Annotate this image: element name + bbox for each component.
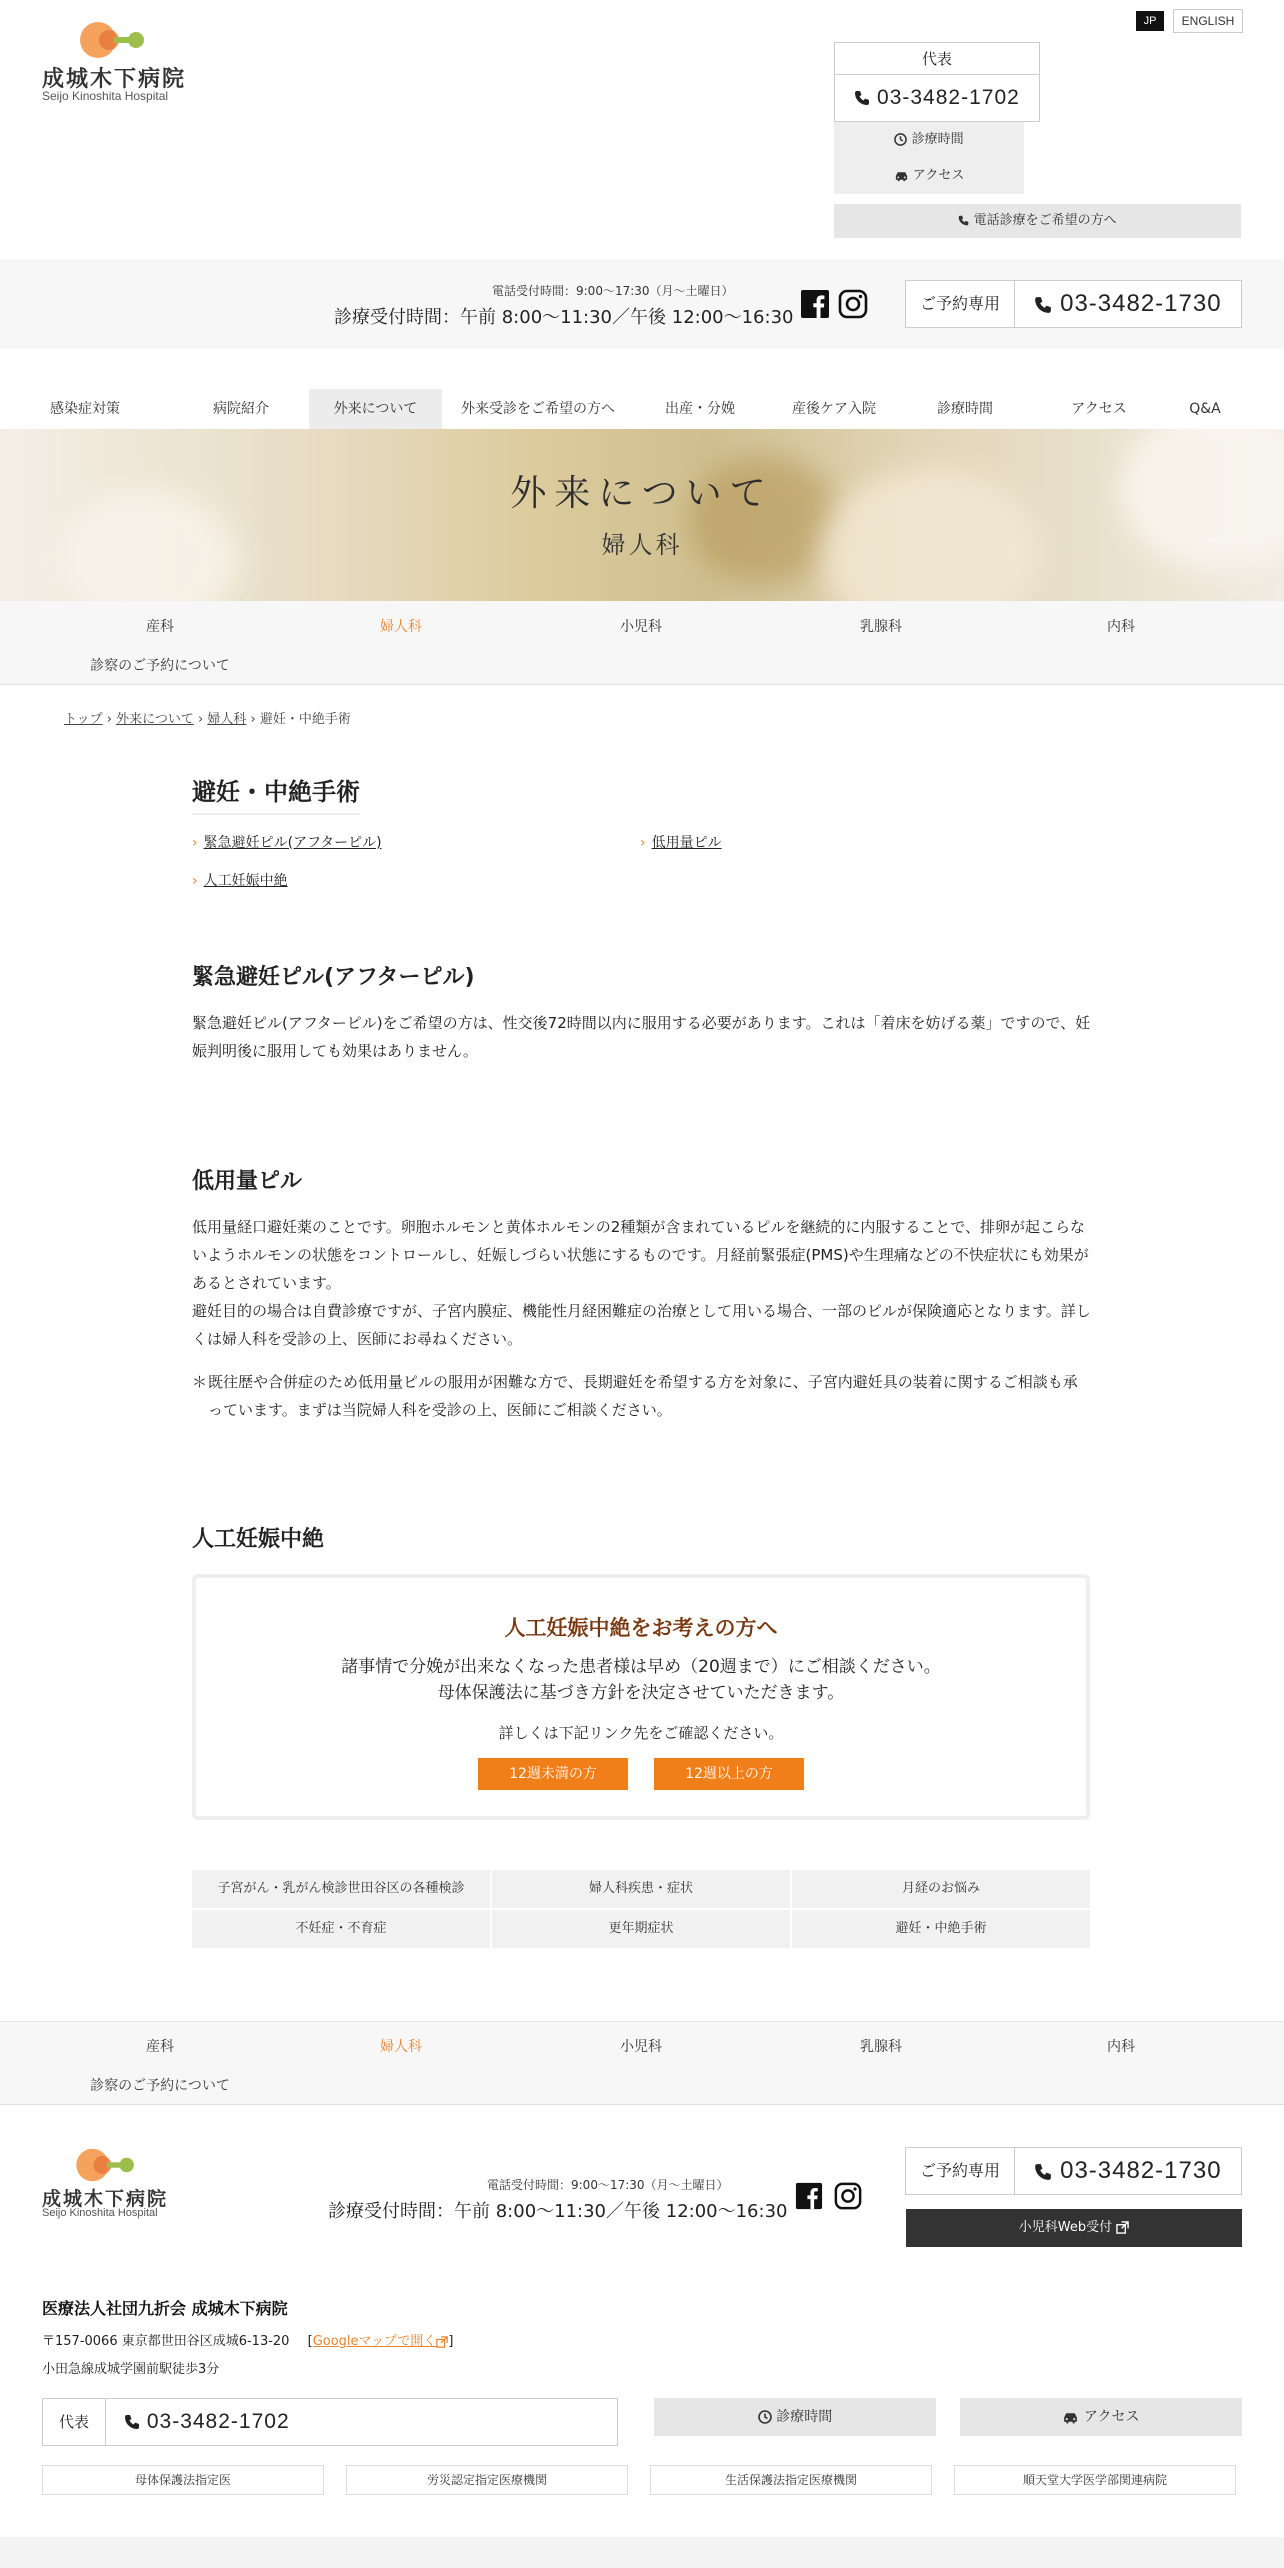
anchor-after-pill-label: 緊急避妊ピル(アフターピル) bbox=[203, 835, 382, 851]
footer-clinic-hours: 診療受付時間：午前 8:00～11:30／午後 12:00～16:30 bbox=[328, 2201, 788, 2222]
hours-button-label: 診療時間 bbox=[911, 132, 964, 147]
abortion-heading: 人工妊娠中絶 bbox=[192, 1527, 325, 1552]
map-bracket-open: [ bbox=[307, 2334, 313, 2349]
breadcrumb-gynecology[interactable]: 婦人科 bbox=[207, 712, 247, 727]
chevron-right-icon: › bbox=[192, 873, 198, 889]
nav-access[interactable]: アクセス bbox=[1071, 401, 1127, 417]
phone-icon bbox=[854, 90, 870, 106]
related-menstrual[interactable]: 月経のお悩み bbox=[792, 1870, 1090, 1908]
external-link-icon bbox=[436, 2336, 448, 2348]
footer-reservation-phone-number: 03-3482-1730 bbox=[1060, 2157, 1222, 2184]
chevron-right-icon: › bbox=[106, 712, 117, 727]
anchor-after-pill[interactable] bbox=[192, 832, 382, 852]
footer-rep-label: 代表 bbox=[42, 2398, 106, 2446]
nav-outpatient-guide[interactable]: 外来受診をご希望の方へ bbox=[461, 401, 615, 417]
facebook-icon[interactable] bbox=[795, 2182, 823, 2210]
low-dose-note: 既往歴や合併症のため低用量ピルの服用が困難な方で、長期避妊を希望する方を対象に、子宮内避妊具の装着に関するご相談も承っています。まずは当院婦人科を受診の上、医師にご相談ください。 bbox=[208, 1373, 1078, 1419]
department-subnav-bottom bbox=[0, 2021, 1284, 2105]
related-contraception[interactable]: 避妊・中絶手術 bbox=[792, 1910, 1090, 1948]
nav-about[interactable]: 病院紹介 bbox=[213, 401, 269, 417]
subnav-breast[interactable]: 乳腺科 bbox=[860, 619, 902, 635]
footer-logo-en[interactable]: Seijo Kinoshita Hospital bbox=[42, 2207, 158, 2219]
hero-title: 外来について bbox=[510, 473, 774, 514]
station-access: 小田急線成城学園前駅徒歩3分 bbox=[42, 2362, 220, 2377]
clock-icon bbox=[894, 133, 907, 146]
clock-icon bbox=[758, 2410, 772, 2424]
hero-banner bbox=[0, 429, 1284, 601]
hero-subtitle: 婦人科 bbox=[601, 531, 683, 559]
reservation-phone-link[interactable] bbox=[1015, 280, 1242, 328]
after-pill-heading: 緊急避妊ピル(アフターピル) bbox=[192, 965, 475, 990]
phone-icon bbox=[1034, 2163, 1052, 2181]
abortion-info-box bbox=[192, 1574, 1090, 1820]
hospital-logo-mark[interactable] bbox=[78, 20, 148, 60]
low-dose-text-2: 避妊目的の場合は自費診療ですが、子宮内膜症、機能性月経困難症の治療として用いる場合、一部のピルが保険適応となります。詳しくは婦人科を受診の上、医師にお尋ねください。 bbox=[192, 1302, 1091, 1348]
badge-welfare[interactable]: 生活保護法指定医療機関 bbox=[650, 2465, 932, 2495]
subnav-obstetrics[interactable]: 産科 bbox=[146, 2039, 174, 2055]
address-text: 〒157-0066 東京都世田谷区成城6-13-20 bbox=[42, 2334, 290, 2349]
chevron-right-icon: › bbox=[198, 712, 208, 727]
abortion-box-title: 人工妊娠中絶をお考えの方へ bbox=[504, 1616, 778, 1640]
footer-access-button[interactable] bbox=[960, 2398, 1242, 2436]
nav-infection[interactable]: 感染症対策 bbox=[50, 401, 120, 417]
tel-consult-button[interactable] bbox=[834, 204, 1241, 238]
badge-juntendo[interactable]: 順天堂大学医学部関連病院 bbox=[954, 2465, 1236, 2495]
lang-jp-button[interactable]: JP bbox=[1136, 11, 1164, 31]
phone-icon bbox=[1034, 296, 1052, 314]
abortion-box-line-3: 詳しくは下記リンク先をご確認ください。 bbox=[498, 1724, 784, 1742]
over-12-weeks-button[interactable]: 12週以上の方 bbox=[654, 1758, 804, 1790]
after-pill-text: 緊急避妊ピル(アフターピル)をご希望の方は、性交後72時間以内に服用する必要があります。これは「着床を妨げる薬」ですので、妊娠判明後に服用しても効果はありません。 bbox=[192, 1014, 1091, 1060]
badge-maternal-protection[interactable]: 母体保護法指定医 bbox=[42, 2465, 324, 2495]
access-button[interactable] bbox=[834, 158, 1024, 194]
footer-hours-button[interactable] bbox=[654, 2398, 936, 2436]
footer-rep-phone-link[interactable] bbox=[106, 2398, 618, 2446]
subnav-pediatrics[interactable]: 小児科 bbox=[620, 619, 662, 635]
footer-logo-mark[interactable] bbox=[74, 2147, 138, 2183]
pediatrics-web-reception-button[interactable] bbox=[906, 2209, 1242, 2247]
related-screening[interactable]: 子宮がん・乳がん検診世田谷区の各種検診 bbox=[192, 1870, 490, 1908]
lang-english-button[interactable]: ENGLISH bbox=[1173, 9, 1243, 33]
subnav-obstetrics[interactable]: 産科 bbox=[146, 619, 174, 635]
footer-logo-name[interactable]: 成城木下病院 bbox=[42, 2188, 169, 2210]
footer-rep-phone-number: 03-3482-1702 bbox=[146, 2410, 290, 2433]
footer-hours-label: 診療時間 bbox=[776, 2409, 833, 2425]
breadcrumb-top[interactable]: トップ bbox=[64, 712, 103, 727]
nav-postpartum[interactable]: 産後ケア入院 bbox=[792, 401, 876, 417]
subnav-pediatrics[interactable]: 小児科 bbox=[620, 2039, 662, 2055]
external-link-icon bbox=[1116, 2221, 1129, 2234]
clinic-hours-text: 診療受付時間：午前 8:00～11:30／午後 12:00～16:30 bbox=[334, 307, 794, 328]
access-button-label: アクセス bbox=[912, 168, 965, 183]
badge-workers-comp[interactable]: 労災認定指定医療機関 bbox=[346, 2465, 628, 2495]
subnav-gynecology[interactable]: 婦人科 bbox=[380, 619, 422, 635]
anchor-abortion[interactable] bbox=[192, 870, 288, 890]
chevron-right-icon: › bbox=[640, 835, 646, 851]
footer-access-label: アクセス bbox=[1083, 2409, 1140, 2425]
chevron-right-icon: › bbox=[250, 712, 260, 727]
reservation-phone-number: 03-3482-1730 bbox=[1060, 290, 1222, 317]
rep-phone-link[interactable] bbox=[834, 74, 1040, 122]
nav-outpatient[interactable]: 外来について bbox=[309, 389, 442, 429]
page-title: 避妊・中絶手術 bbox=[192, 772, 360, 815]
nav-delivery[interactable]: 出産・分娩 bbox=[665, 401, 735, 417]
related-menopause[interactable]: 更年期症状 bbox=[492, 1910, 790, 1948]
related-infertility[interactable]: 不妊症・不育症 bbox=[192, 1910, 490, 1948]
subnav-internal[interactable]: 内科 bbox=[1107, 2039, 1135, 2055]
subnav-reservation[interactable]: 診察のご予約について bbox=[90, 2078, 230, 2094]
nav-qa[interactable]: Q&A bbox=[1189, 401, 1221, 417]
under-12-weeks-button[interactable]: 12週未満の方 bbox=[478, 1758, 628, 1790]
rep-phone-label: 代表 bbox=[834, 42, 1040, 74]
footer-bottom-band bbox=[0, 2537, 1284, 2568]
low-dose-heading: 低用量ピル bbox=[192, 1169, 303, 1194]
breadcrumb-outpatient[interactable]: 外来について bbox=[116, 712, 194, 727]
hospital-logo-name[interactable]: 成城木下病院 bbox=[42, 67, 187, 92]
corporation-name: 医療法人社団九折会 成城木下病院 bbox=[42, 2299, 288, 2318]
anchor-abortion-label: 人工妊娠中絶 bbox=[203, 873, 288, 889]
facebook-icon[interactable] bbox=[800, 289, 830, 319]
department-subnav bbox=[0, 601, 1284, 685]
car-icon bbox=[1062, 2411, 1079, 2424]
rep-phone-number: 03-3482-1702 bbox=[877, 86, 1020, 109]
anchor-low-dose[interactable] bbox=[640, 832, 722, 852]
instagram-icon[interactable] bbox=[838, 289, 868, 319]
note-mark: ＊ bbox=[192, 1373, 208, 1391]
car-icon bbox=[894, 170, 909, 182]
footer-phone-hours: 電話受付時間：9:00～17:30（月～土曜日） bbox=[487, 2178, 729, 2192]
footer-reservation-label: ご予約専用 bbox=[905, 2147, 1015, 2195]
subnav-reservation[interactable]: 診察のご予約について bbox=[90, 658, 230, 674]
address-line bbox=[42, 2330, 453, 2349]
anchor-low-dose-label: 低用量ピル bbox=[651, 835, 722, 851]
chevron-right-icon: › bbox=[192, 835, 198, 851]
hospital-logo-en[interactable]: Seijo Kinoshita Hospital bbox=[42, 89, 169, 103]
web-reception-label: 小児科Web受付 bbox=[1018, 2220, 1113, 2235]
phone-icon bbox=[958, 215, 969, 226]
footer-reservation-phone-link[interactable] bbox=[1015, 2147, 1242, 2195]
low-dose-text-1: 低用量経口避妊薬のことです。卵胞ホルモンと黄体ホルモンの2種類が含まれているピルを継続的に内服することで、排卵が起こらないようホルモンの状態をコントロールし、妊娠しづらい状態にするものです。月経前緊張症(PMS)や生理痛などの不快症状にも効果があるとされています。 bbox=[192, 1218, 1089, 1292]
google-map-link[interactable]: Googleマップで開く bbox=[312, 2334, 437, 2349]
breadcrumb-current: 避妊・中絶手術 bbox=[259, 712, 351, 727]
nav-hours[interactable]: 診療時間 bbox=[937, 401, 993, 417]
hours-button[interactable] bbox=[834, 122, 1024, 158]
phone-hours-text: 電話受付時間：9:00～17:30（月～土曜日） bbox=[492, 284, 734, 298]
phone-icon bbox=[124, 2414, 140, 2430]
breadcrumb bbox=[64, 708, 351, 727]
subnav-internal[interactable]: 内科 bbox=[1107, 619, 1135, 635]
tel-consult-label: 電話診療をご希望の方へ bbox=[973, 213, 1117, 228]
subnav-breast[interactable]: 乳腺科 bbox=[860, 2039, 902, 2055]
abortion-box-line-2: 母体保護法に基づき方針を決定させていただきます。 bbox=[437, 1683, 845, 1703]
reservation-label: ご予約専用 bbox=[905, 280, 1015, 328]
related-gyn-diseases[interactable]: 婦人科疾患・症状 bbox=[492, 1870, 790, 1908]
subnav-gynecology[interactable]: 婦人科 bbox=[380, 2039, 422, 2055]
abortion-box-line-1: 諸事情で分娩が出来なくなった患者様は早め（20週まで）にご相談ください。 bbox=[341, 1657, 941, 1677]
instagram-icon[interactable] bbox=[834, 2182, 862, 2210]
map-bracket-close: ] bbox=[448, 2334, 454, 2349]
